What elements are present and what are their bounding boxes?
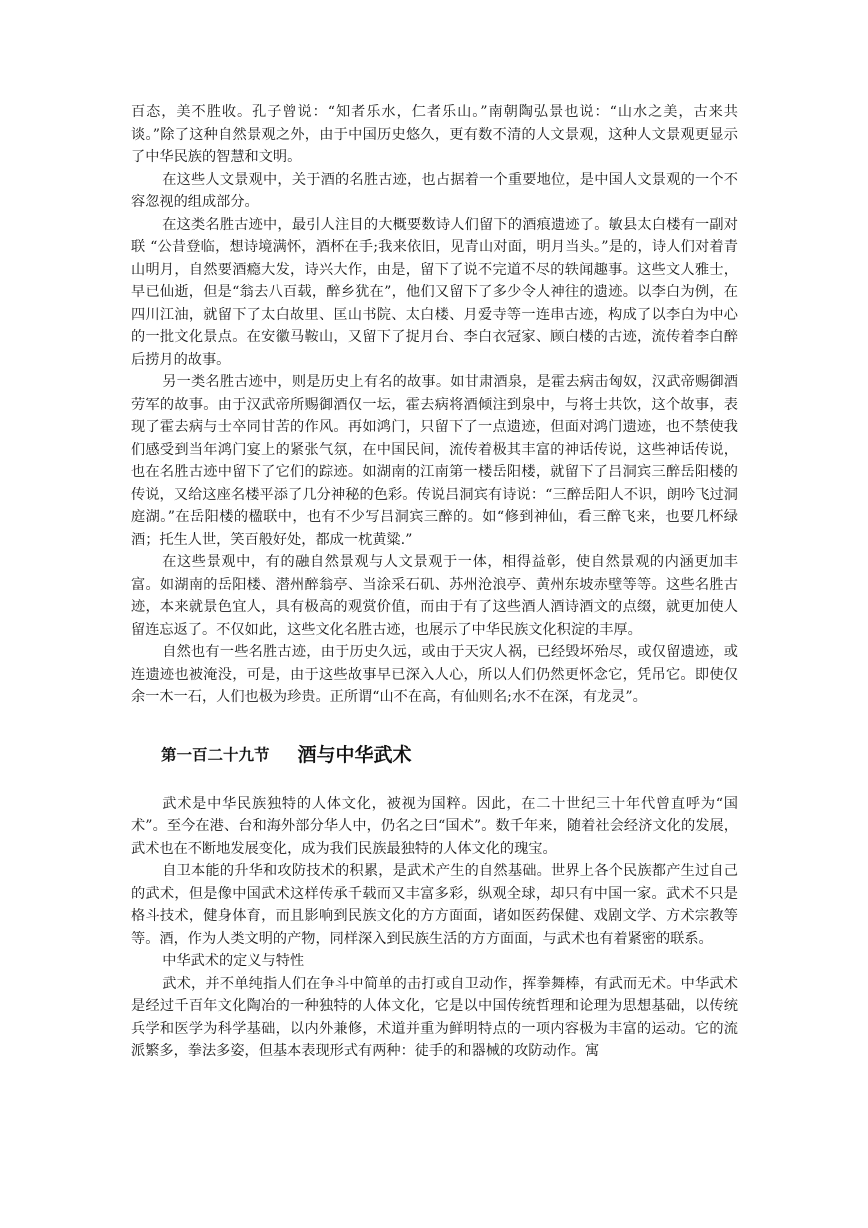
paragraph: 另一类名胜古迹中，则是历史上有名的故事。如甘肃酒泉，是霍去病击匈奴，汉武帝赐御酒劳军的故事。由于汉武帝所赐御酒仅一坛，霍去病将酒倾注到泉中，与将士共饮，这个故事，表现了霍去病与士卒同甘苦的作风。再如鸿门，只留下了一点遗迹，但面对鸿门遗迹，也不禁使我们感受到当年鸿门宴上的紧张气氛，在中国民间，流传着极其丰富的神话传说，这些神话传说，也在名胜古迹中留下了它们的踪迹。如湖南的江南第一楼岳阳楼，就留下了吕洞宾三醉岳阳楼的传说，又给这座名楼平添了几分神秘的色彩。传说吕洞宾有诗说：“三醉岳阳人不识，朗吟飞过洞庭湖。”在岳阳楼的楹联中，也有不少写吕洞宾三醉的。如“修到神仙，看三醉飞来，也要几杯绿酒；托生人世，笑百般好处，都成一枕黄粱.” <box>131 374 738 548</box>
body-text-after <box>131 793 738 1063</box>
paragraph: 在这些景观中，有的融自然景观与人文景观于一体，相得益彰，使自然景观的内涵更加丰富。如湖南的岳阳楼、潜州醉翁亭、当涂采石矶、苏州沧浪亭、黄州东坡赤壁等等。这些名胜古迹，本来就景色宜人，具有极高的观赏价值，而由于有了这些酒人酒诗酒文的点缀，就更加使人留连忘返了。不仅如此，这些文化名胜古迹，也展示了中华民族文化积淀的丰厚。 <box>131 554 738 638</box>
section-heading <box>131 739 738 773</box>
paragraph: 武术，并不单纯指人们在争斗中简单的击打或自卫动作，挥拳舞棒，有武而无术。中华武术是经过千百年文化陶冶的一种独特的人体文化，它是以中国传统哲理和论理为思想基础，以传统兵学和医学为科学基础，以内外兼修，术道并重为鲜明特点的一项内容极为丰富的运动。它的流派繁多，拳法多姿，但基本表现形式有两种：徒手的和器械的攻防动作。寓 <box>131 975 738 1059</box>
paragraph: 武术是中华民族独特的人体文化，被视为国粹。因此，在二十世纪三十年代曾直呼为“国术”。至今在港、台和海外部分华人中，仍名之曰“国术”。数千年来，随着社会经济文化的发展，武术也在不断地发展变化，成为我们民族最独特的人体文化的瑰宝。 <box>131 795 738 857</box>
paragraph: 在这些人文景观中，关于酒的名胜古迹，也占据着一个重要地位，是中国人文景观的一个不容忽视的组成部分。 <box>131 171 738 210</box>
subheading: 中华武术的定义与特性 <box>162 953 305 969</box>
paragraph: 自然也有一些名胜古迹，由于历史久远，或由于天灾人祸，已经毁坏殆尽，或仅留遗迹，或连遗迹也被淹没，可是，由于这些故事早已深入人心，所以人们仍然更怀念它，凭吊它。即使仅余一木一石，人们也极为珍贵。正所谓“山不在高，有仙则名;水不在深，有龙灵”。 <box>131 644 738 705</box>
paragraph: 百态，美不胜收。孔子曾说：“知者乐水，仁者乐山。”南朝陶弘景也说：“山水之美，古来共谈。”除了这种自然景观之外，由于中国历史悠久，更有数不清的人文景观，这种人文景观更显示了中华民族的智慧和文明。 <box>131 104 738 165</box>
section-number: 第一百二十九节 <box>161 746 270 765</box>
body-text-before <box>131 101 738 709</box>
paragraph: 在这类名胜古迹中，最引人注目的大概要数诗人们留下的酒痕遗迹了。敏县太白楼有一副对联 “公昔登临，想诗境满怀，酒杯在手;我来依旧，见青山对面，明月当头。”是的，诗人们对着青山明月，自然要酒瘾大发，诗兴大作，由是，留下了说不完道不尽的轶闻趣事。这些文人雅士，早已仙逝，但是“翁去八百载，醉乡犹在”，他们又留下了多少令人神往的遗迹。以李白为例，在四川江油，就留下了太白故里、匡山书院、太白楼、月爱寺等一连串古迹，构成了以李白为中心的一批文化景点。在安徽马鞍山，又留下了捉月台、李白衣冠家、顾白楼的古迹，流传着李白醉后捞月的故事。 <box>131 216 738 368</box>
section-title: 酒与中华武术 <box>297 744 412 767</box>
paragraph: 自卫本能的升华和攻防技术的积累，是武术产生的自然基础。世界上各个民族都产生过自己的武术，但是像中国武术这样传承千载而又丰富多彩，纵观全球，却只有中国一家。武术不只是格斗技术，健身体育，而且影响到民族文化的方方面面，诸如医药保健、戏剧文学、方术宗教等等。酒，作为人类文明的产物，同样深入到民族生活的方方面面，与武术也有着紧密的联系。 <box>131 863 738 947</box>
